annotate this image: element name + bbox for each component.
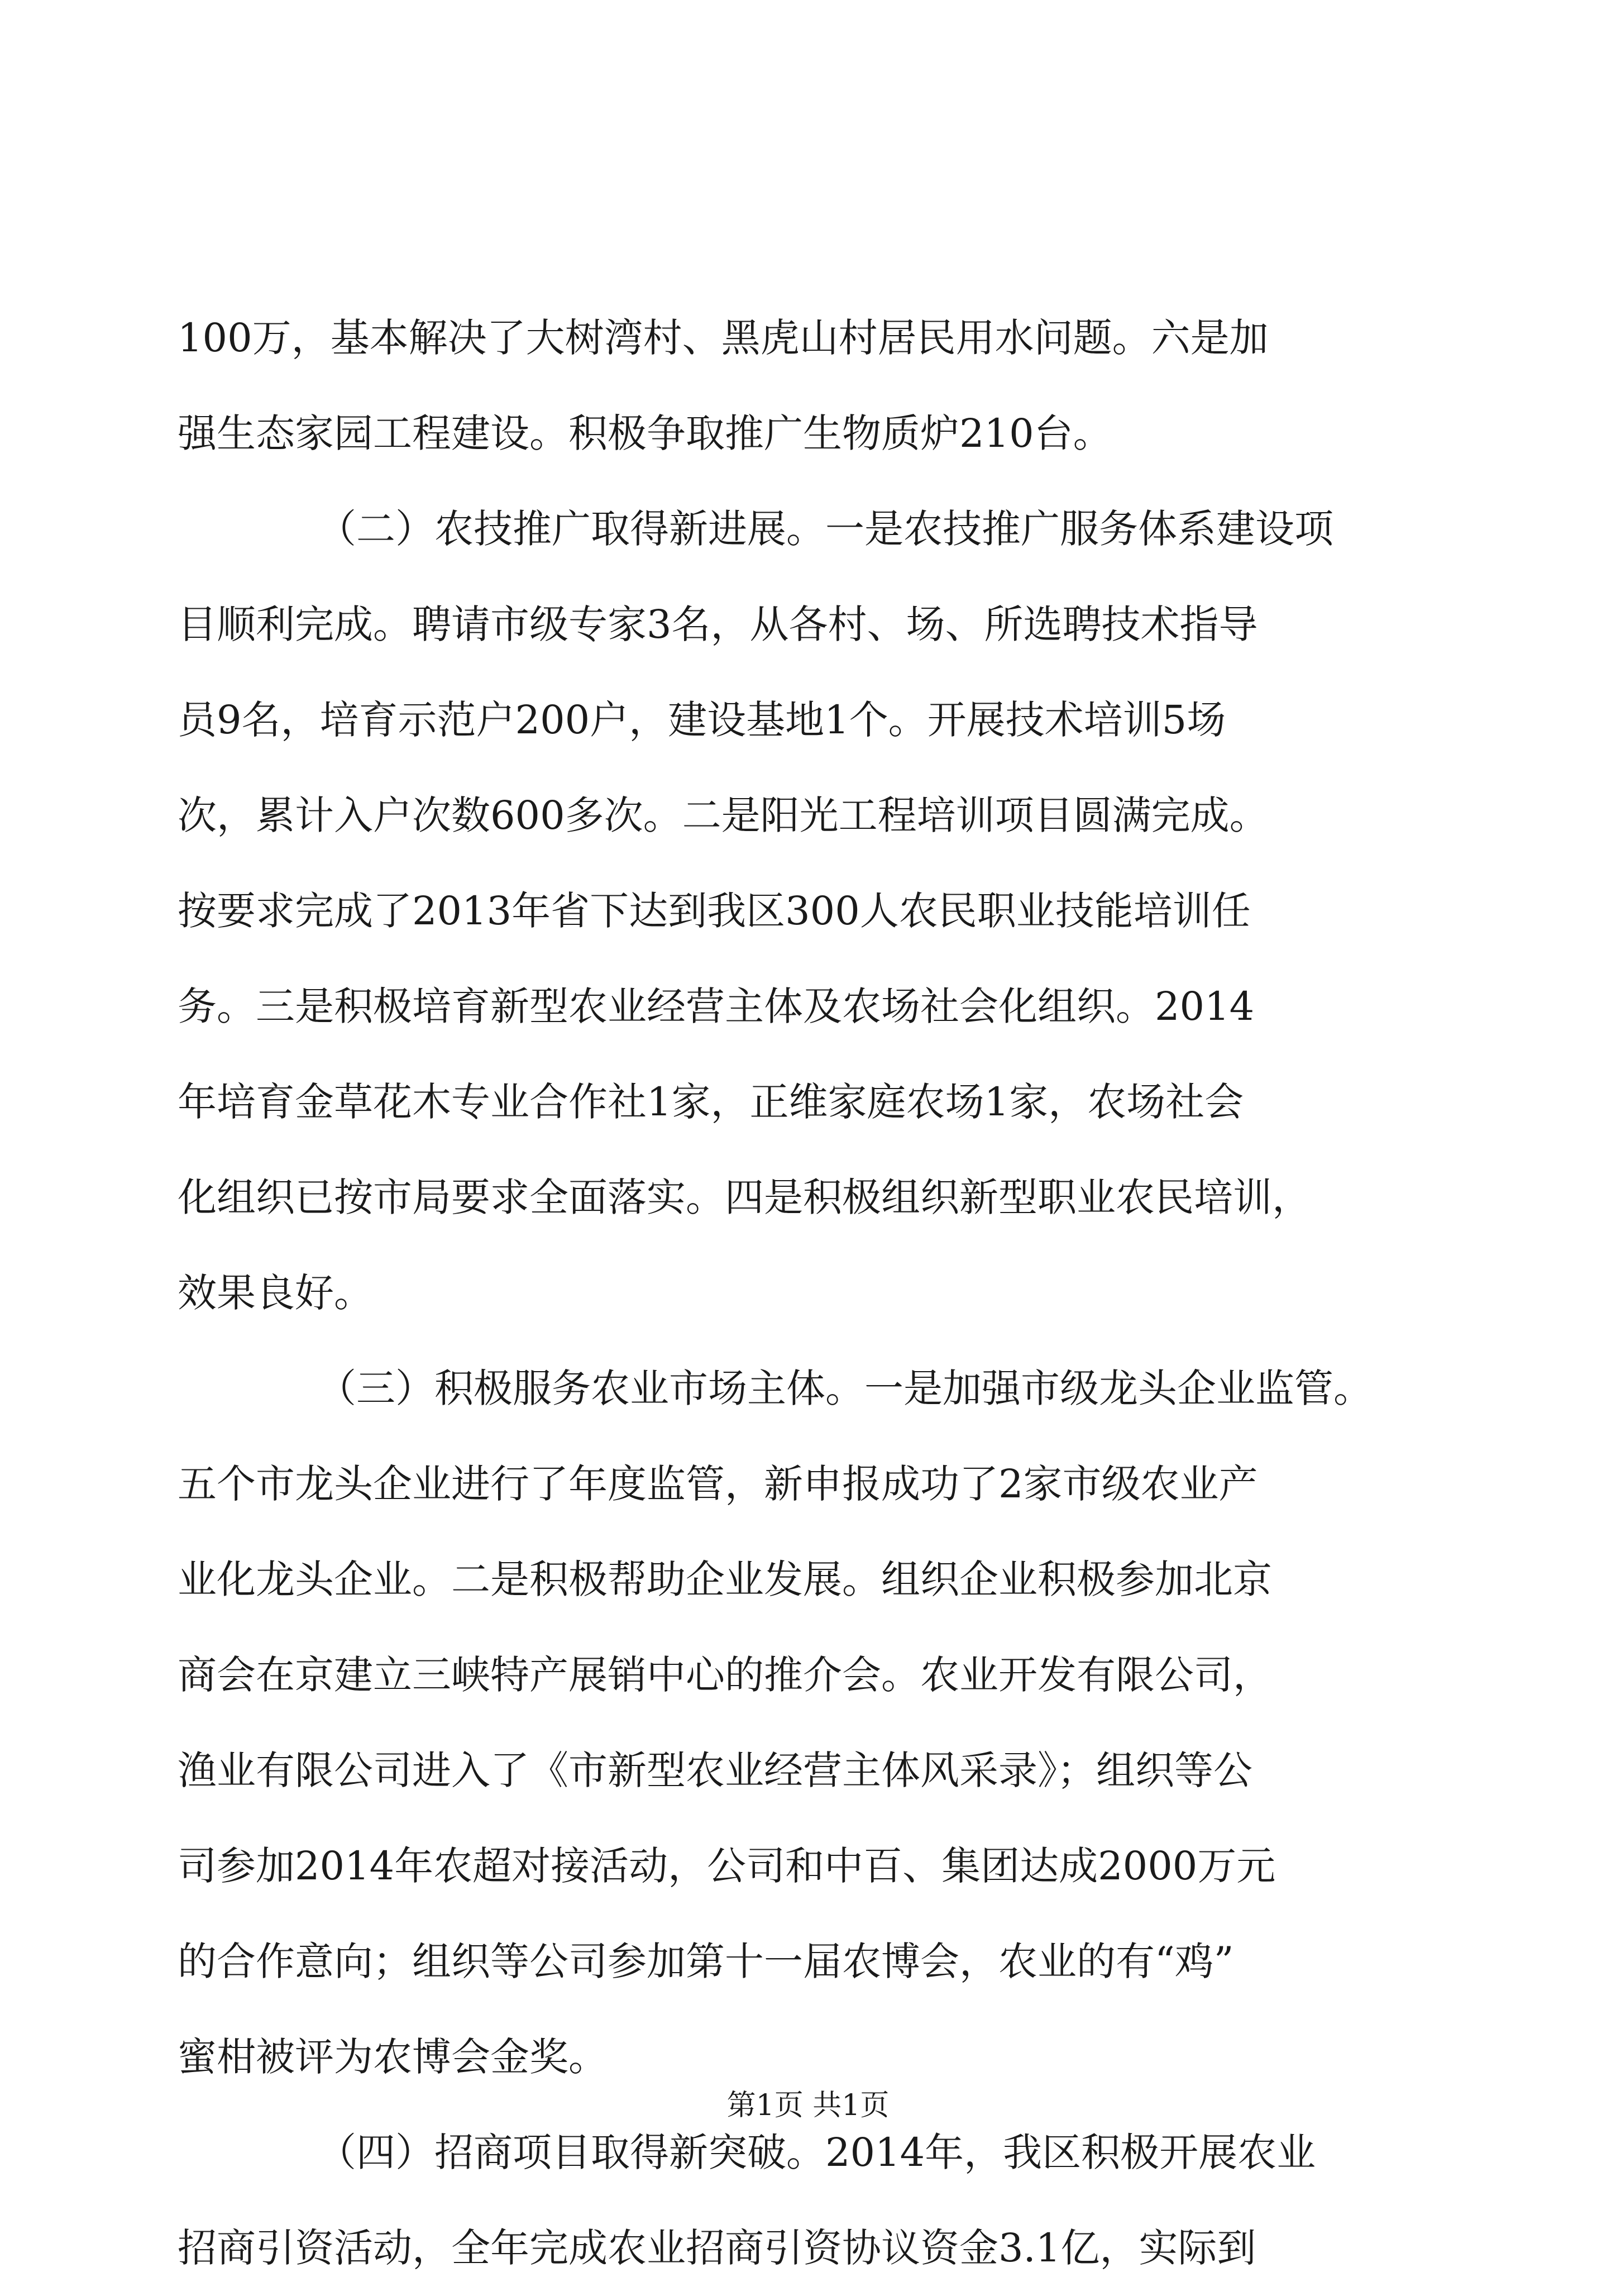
text-line: 务。三是积极培育新型农业经营主体及农场社会化组织。2014 xyxy=(178,984,1255,1029)
text-line: 的合作意向；组织等公司参加第十一届农博会，农业的有“鸡” xyxy=(178,1939,1234,1984)
text-line: 业化龙头企业。二是积极帮助企业发展。组织企业积极参加北京 xyxy=(178,1557,1272,1602)
text-line: 效果良好。 xyxy=(178,1270,373,1316)
document-body xyxy=(178,290,1420,2296)
text-line: 目顺利完成。聘请市级专家3名，从各村、场、所选聘技术指导 xyxy=(178,602,1258,647)
text-line: 强生态家园工程建设。积极争取推广生物质炉210台。 xyxy=(178,410,1112,456)
text-line: 100万，基本解决了大树湾村、黑虎山村居民用水问题。六是加 xyxy=(178,315,1269,361)
text-line: 次，累计入户次数600多次。二是阳光工程培训项目圆满完成。 xyxy=(178,793,1269,838)
text-line: 招商引资活动，全年完成农业招商引资协议资金3.1亿，实际到 xyxy=(178,2225,1256,2271)
text-line: 按要求完成了2013年省下达到我区300人农民职业技能培训任 xyxy=(178,888,1251,934)
text-line: 年培育金草花木专业合作社1家，正维家庭农场1家，农场社会 xyxy=(178,1079,1244,1125)
text-line: 司参加2014年农超对接活动，公司和中百、集团达成2000万元 xyxy=(178,1843,1276,1889)
section-heading-line: （四）招商项目取得新突破。2014年，我区积极开展农业 xyxy=(317,2130,1316,2175)
section-heading-line: （三）积极服务农业市场主体。一是加强市级龙头企业监管。 xyxy=(317,1366,1373,1411)
text-line: 渔业有限公司进入了《市新型农业经营主体风采录》；组织等公 xyxy=(178,1748,1252,1793)
text-line: 五个市龙头企业进行了年度监管，新申报成功了2家市级农业产 xyxy=(178,1461,1258,1507)
text-line: 化组织已按市局要求全面落实。四是积极组织新型职业农民培训， xyxy=(178,1175,1311,1220)
text-line: 蜜柑被评为农博会金奖。 xyxy=(178,2034,608,2080)
text-line: 员9名，培育示范户200户，建设基地1个。开展技术培训5场 xyxy=(178,697,1226,743)
page-footer: 第1页 共1页 xyxy=(726,2089,890,2122)
text-line: 商会在京建立三峡特产展销中心的推介会。农业开发有限公司， xyxy=(178,1652,1272,1698)
section-heading-line: （二）农技推广取得新进展。一是农技推广服务体系建设项 xyxy=(317,506,1333,552)
